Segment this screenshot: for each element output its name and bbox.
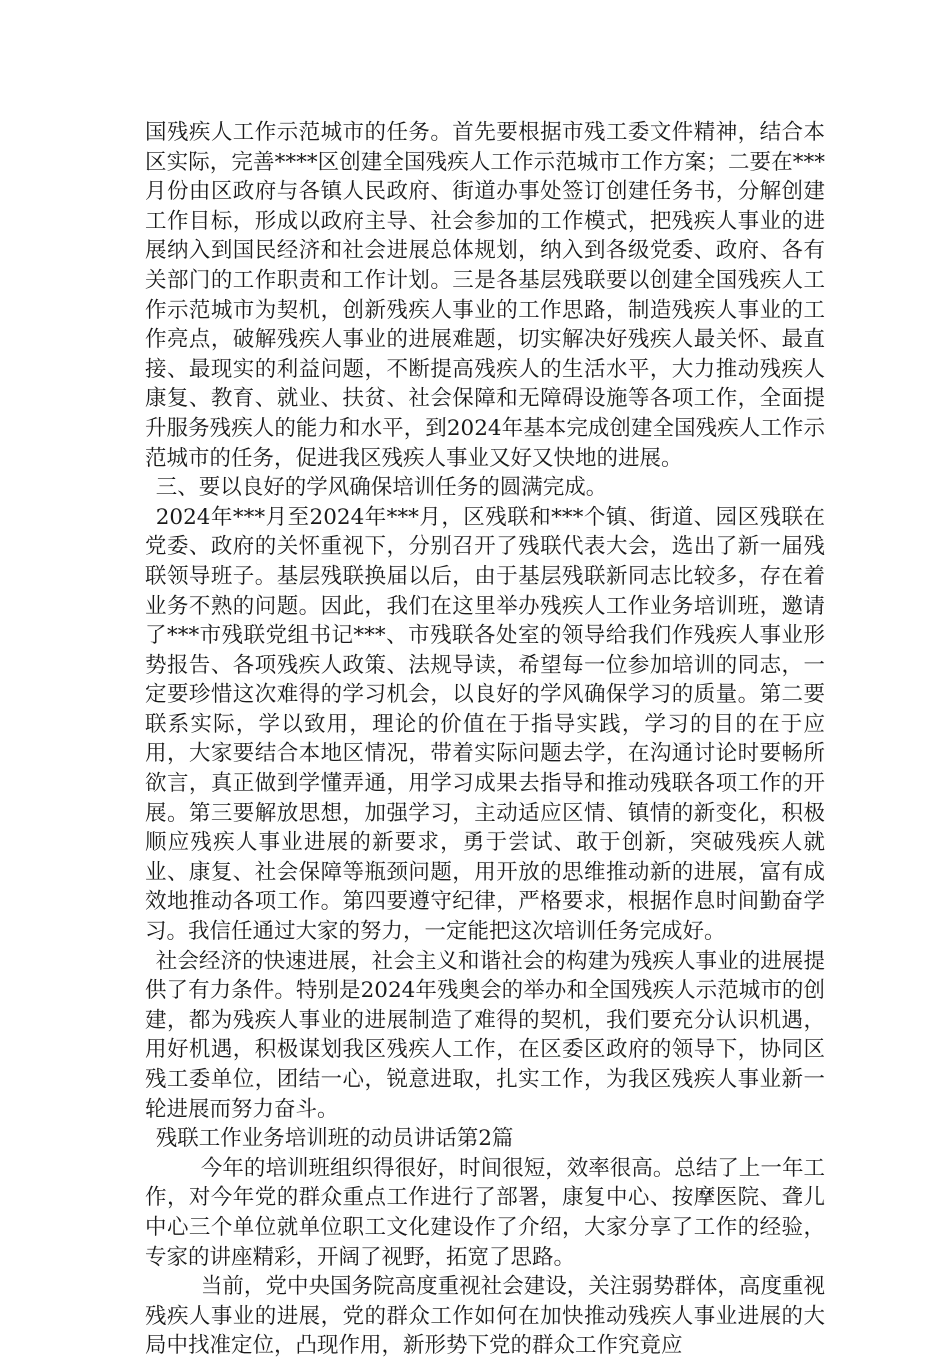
body-paragraph: 当前，党中央国务院高度重视社会建设，关注弱势群体，高度重视残疾人事业的进展，党的群众工作如何在加快推动残疾人事业进展的大局中找准定位，凸现作用，新形势下党的群众工作究竟应 [145, 1274, 825, 1359]
document-page [145, 118, 825, 1361]
body-paragraph: 国残疾人工作示范城市的任务。首先要根据市残工委文件精神，结合本区实际，完善****区创建全国残疾人工作示范城市工作方案；二要在***月份由区政府与各镇人民政府、街道办事处签订创建任务书，分解创建工作目标，形成以政府主导、社会参加的工作模式，把残疾人事业的进展纳入到国民经济和社会进展总体规划，纳入到各级党委、政府、各有关部门的工作职责和工作计划。三是各基层残联要以创建全国残疾人工作示范城市为契机，创新残疾人事业的工作思路，制造残疾人事业的工作亮点，破解残疾人事业的进展难题，切实解决好残疾人最关怀、最直接、最现实的利益问题，不断提高残疾人的生活水平，大力推动残疾人康复、教育、就业、扶贫、社会保障和无障碍设施等各项工作，全面提升服务残疾人的能力和水平，到2024年基本完成创建全国残疾人工作示范城市的任务，促进我区残疾人事业又好又快地的进展。 [145, 120, 825, 471]
section-heading: 三、要以良好的学风确保培训任务的圆满完成。 [155, 475, 608, 501]
body-paragraph: 社会经济的快速进展，社会主义和谐社会的构建为残疾人事业的进展提供了有力条件。特别是2024年残奥会的举办和全国残疾人示范城市的创建，都为残疾人事业的进展制造了难得的契机，我们要充分认识机遇，用好机遇，积极谋划我区残疾人工作，在区委区政府的领导下，协同区残工委单位，团结一心，锐意进取，扎实工作，为我区残疾人事业新一轮进展而努力奋斗。 [145, 948, 825, 1122]
article-title: 残联工作业务培训班的动员讲话第2篇 [155, 1126, 514, 1152]
body-paragraph: 今年的培训班组织得很好，时间很短，效率很高。总结了上一年工作，对今年党的群众重点工作进行了部署，康复中心、按摩医院、聋儿中心三个单位就单位职工文化建设作了介绍，大家分享了工作的经验，专家的讲座精彩，开阔了视野，拓宽了思路。 [145, 1155, 825, 1270]
body-paragraph: 2024年***月至2024年***月，区残联和***个镇、街道、园区残联在党委、政府的关怀重视下，分别召开了残联代表大会，选出了新一届残联领导班子。基层残联换届以后，由于基层残联新同志比较多，存在着业务不熟的问题。因此，我们在这里举办残疾人工作业务培训班，邀请了***市残联党组书记***、市残联各处室的领导给我们作残疾人事业形势报告、各项残疾人政策、法规导读，希望每一位参加培训的同志，一定要珍惜这次难得的学习机会，以良好的学风确保学习的质量。第二要联系实际，学以致用，理论的价值在于指导实践，学习的目的在于应用，大家要结合本地区情况，带着实际问题去学，在沟通讨论时要畅所欲言，真正做到学懂弄通，用学习成果去指导和推动残联各项工作的开展。第三要解放思想，加强学习，主动适应区情、镇情的新变化，积极顺应残疾人事业进展的新要求，勇于尝试、敢于创新，突破残疾人就业、康复、社会保障等瓶颈问题，用开放的思维推动新的进展，富有成效地推动各项工作。第四要遵守纪律，严格要求，根据作息时间勤奋学习。我信任通过大家的努力，一定能把这次培训任务完成好。 [145, 504, 825, 945]
